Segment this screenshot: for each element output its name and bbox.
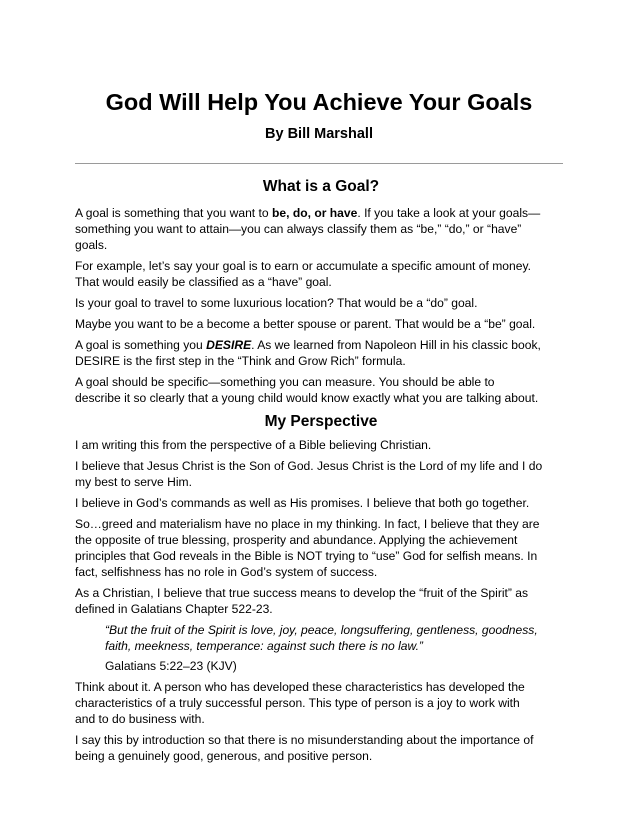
scripture-quote: “But the fruit of the Spirit is love, joy, peace, longsuffering, gentleness, goodness, faith, meekness, temperance: against such there is no law.” — [105, 623, 538, 653]
section-heading-my-perspective: My Perspective — [264, 413, 378, 430]
paragraph: I am writing this from the perspective of a Bible believing Christian. — [75, 438, 432, 452]
emphasis-word: DESIRE — [206, 338, 252, 352]
paragraph: A goal is something you DESIRE. As we learned from Napoleon Hill in his classic book, DESIRE is the first step in the “Think and Grow Rich” formula. — [75, 338, 541, 368]
paragraph: Maybe you want to be a become a better spouse or parent. That would be a “be” goal. — [75, 317, 536, 331]
title-divider — [75, 163, 563, 164]
paragraph: A goal is something that you want to be, do, or have. If you take a look at your goals— something you want to attain—you can always classify them as “be,” “do,” or “have” goals. — [75, 206, 541, 252]
section-heading-what-is-a-goal: What is a Goal? — [262, 178, 380, 195]
paragraph: A goal should be specific—something you can measure. You should be able to describe it so clearly that a young child would know exactly what you are talking about. — [75, 375, 539, 405]
document-title: God Will Help You Achieve Your Goals — [105, 89, 533, 115]
paragraph: Think about it. A person who has developed these characteristics has developed the characteristics of a truly successful person. This type of person is a joy to work with and to do business with. — [75, 680, 525, 726]
paragraph: I say this by introduction so that there is no misunderstanding about the importance of being a genuinely good, generous, and positive person. — [75, 733, 534, 763]
paragraph: Is your goal to travel to some luxurious location? That would be a “do” goal. — [75, 296, 478, 310]
paragraph: I believe that Jesus Christ is the Son of God. Jesus Christ is the Lord of my life and I do my best to serve Him. — [75, 459, 543, 489]
document-byline: By Bill Marshall — [265, 126, 373, 142]
paragraph: I believe in God’s commands as well as His promises. I believe that both go together. — [75, 496, 530, 510]
document-body — [75, 176, 567, 769]
paragraph: As a Christian, I believe that true success means to develop the “fruit of the Spirit” as defined in Galatians Chapter 522-23. — [75, 586, 529, 616]
paragraph: For example, let’s say your goal is to earn or accumulate a specific amount of money. That would easily be classified as a “have” goal. — [75, 259, 531, 289]
paragraph: So…greed and materialism have no place in my thinking. In fact, I believe that they are the opposite of true blessing, prosperity and abundance. Applying the achievement principles that God reveals in the Bible is NOT trying to “use” God for selfish means. In fact, selfishness has no role in God’s system of success. — [75, 517, 540, 579]
scripture-citation: Galatians 5:22–23 (KJV) — [105, 659, 237, 673]
bold-phrase: be, do, or have — [271, 206, 358, 220]
